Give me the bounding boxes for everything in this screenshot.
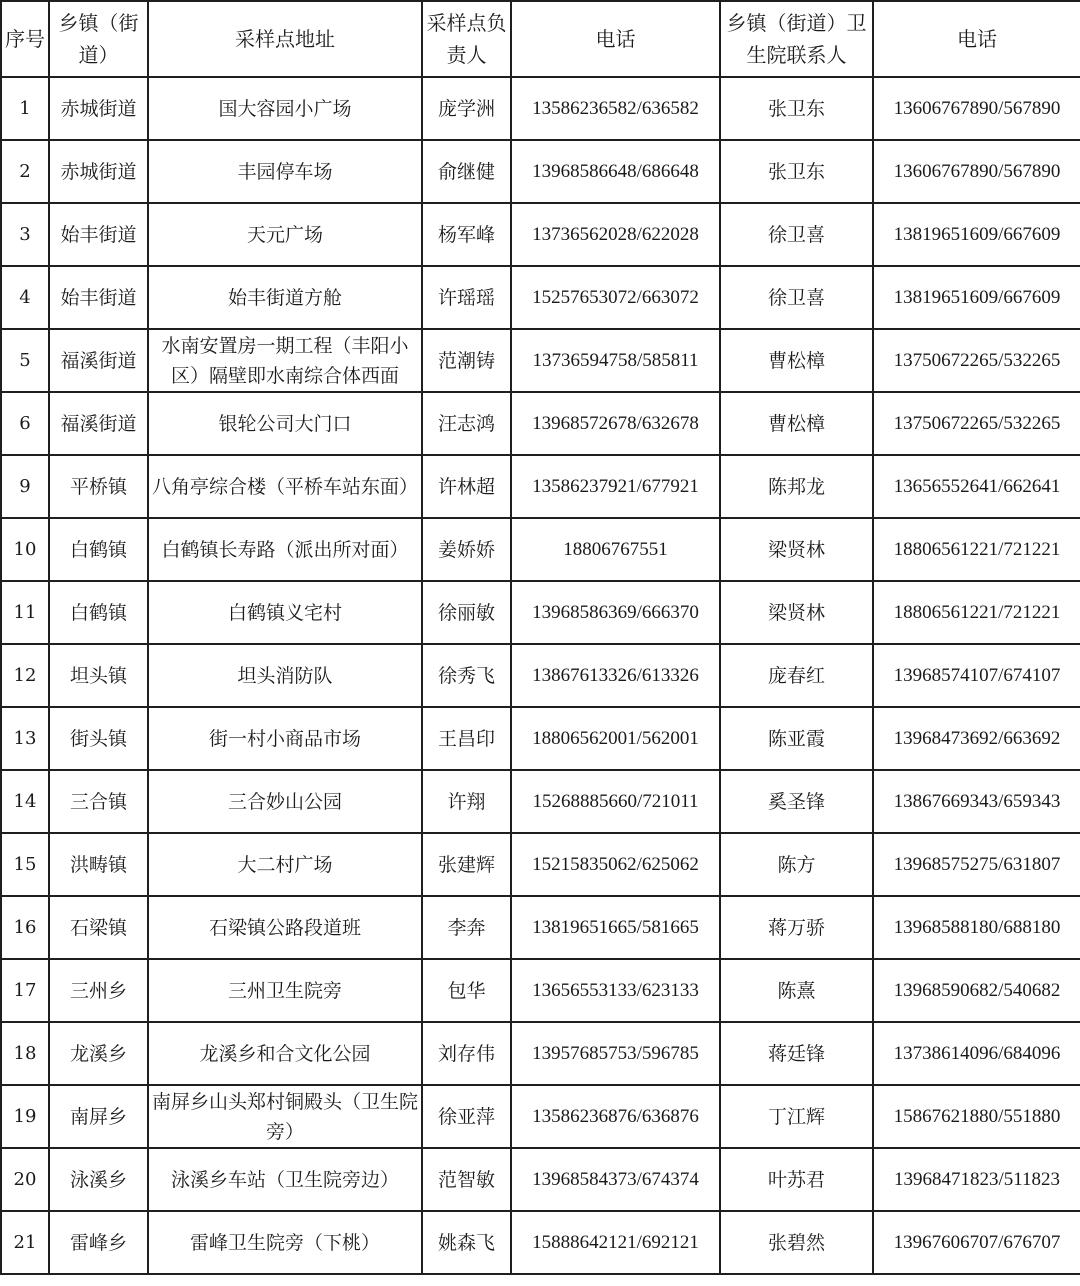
- cell-hospital-contact: 徐卫喜: [720, 203, 873, 266]
- header-site-manager: 采样点负责人: [422, 1, 511, 77]
- cell-contact-phone: 13867669343/659343: [873, 770, 1080, 833]
- cell-phone: 13968572678/632678: [511, 392, 720, 455]
- cell-address: 大二村广场: [148, 833, 422, 896]
- cell-town: 福溪街道: [49, 392, 148, 455]
- cell-contact-phone: 13606767890/567890: [873, 140, 1080, 203]
- cell-phone: 13586236582/636582: [511, 77, 720, 140]
- cell-town: 洪畴镇: [49, 833, 148, 896]
- cell-town: 始丰街道: [49, 203, 148, 266]
- cell-index: 16: [1, 896, 49, 959]
- header-hospital-contact: 乡镇（街道）卫生院联系人: [720, 1, 873, 77]
- cell-address: 泳溪乡车站（卫生院旁边）: [148, 1148, 422, 1211]
- cell-hospital-contact: 张卫东: [720, 140, 873, 203]
- cell-hospital-contact: 蒋廷锋: [720, 1022, 873, 1085]
- cell-address: 坦头消防队: [148, 644, 422, 707]
- table-row: [1, 1085, 1080, 1148]
- cell-phone: 18806562001/562001: [511, 707, 720, 770]
- cell-index: 15: [1, 833, 49, 896]
- cell-index: 1: [1, 77, 49, 140]
- cell-phone: 13736594758/585811: [511, 329, 720, 392]
- cell-address: 三州卫生院旁: [148, 959, 422, 1022]
- cell-index: 2: [1, 140, 49, 203]
- cell-hospital-contact: 蒋万骄: [720, 896, 873, 959]
- cell-index: 21: [1, 1211, 49, 1274]
- cell-town: 石梁镇: [49, 896, 148, 959]
- cell-address: 丰园停车场: [148, 140, 422, 203]
- cell-town: 赤城街道: [49, 140, 148, 203]
- header-town: 乡镇（街道）: [49, 1, 148, 77]
- table-row: [1, 203, 1080, 266]
- header-index: 序号: [1, 1, 49, 77]
- cell-phone: 13586236876/636876: [511, 1085, 720, 1148]
- cell-address: 南屏乡山头郑村铜殿头（卫生院旁）: [148, 1085, 422, 1148]
- cell-index: 9: [1, 455, 49, 518]
- cell-phone: 18806767551: [511, 518, 720, 581]
- table-row: [1, 518, 1080, 581]
- cell-address: 白鹤镇义宅村: [148, 581, 422, 644]
- cell-site-manager: 许林超: [422, 455, 511, 518]
- table-row: [1, 644, 1080, 707]
- cell-contact-phone: 13968575275/631807: [873, 833, 1080, 896]
- table-row: [1, 707, 1080, 770]
- cell-site-manager: 徐亚萍: [422, 1085, 511, 1148]
- cell-index: 20: [1, 1148, 49, 1211]
- cell-site-manager: 范潮铸: [422, 329, 511, 392]
- cell-phone: 13957685753/596785: [511, 1022, 720, 1085]
- table-row: [1, 266, 1080, 329]
- cell-site-manager: 刘存伟: [422, 1022, 511, 1085]
- cell-contact-phone: 13968574107/674107: [873, 644, 1080, 707]
- cell-phone: 13968586369/666370: [511, 581, 720, 644]
- cell-town: 赤城街道: [49, 77, 148, 140]
- cell-hospital-contact: 梁贤林: [720, 581, 873, 644]
- cell-contact-phone: 13819651609/667609: [873, 203, 1080, 266]
- cell-contact-phone: 13968588180/688180: [873, 896, 1080, 959]
- cell-contact-phone: 13738614096/684096: [873, 1022, 1080, 1085]
- cell-hospital-contact: 梁贤林: [720, 518, 873, 581]
- table-row: [1, 1211, 1080, 1274]
- cell-index: 17: [1, 959, 49, 1022]
- cell-index: 5: [1, 329, 49, 392]
- cell-contact-phone: 13606767890/567890: [873, 77, 1080, 140]
- cell-town: 三州乡: [49, 959, 148, 1022]
- cell-contact-phone: 13750672265/532265: [873, 329, 1080, 392]
- cell-index: 19: [1, 1085, 49, 1148]
- cell-hospital-contact: 陈邦龙: [720, 455, 873, 518]
- cell-index: 6: [1, 392, 49, 455]
- header-contact-phone: 电话: [873, 1, 1080, 77]
- header-address: 采样点地址: [148, 1, 422, 77]
- cell-phone: 15888642121/692121: [511, 1211, 720, 1274]
- cell-contact-phone: 13656552641/662641: [873, 455, 1080, 518]
- cell-contact-phone: 13968473692/663692: [873, 707, 1080, 770]
- cell-address: 街一村小商品市场: [148, 707, 422, 770]
- table-row: [1, 833, 1080, 896]
- cell-site-manager: 汪志鸿: [422, 392, 511, 455]
- cell-phone: 15268885660/721011: [511, 770, 720, 833]
- cell-hospital-contact: 陈亚霞: [720, 707, 873, 770]
- cell-town: 雷峰乡: [49, 1211, 148, 1274]
- cell-town: 南屏乡: [49, 1085, 148, 1148]
- cell-phone: 15257653072/663072: [511, 266, 720, 329]
- cell-hospital-contact: 陈方: [720, 833, 873, 896]
- table-body: [1, 77, 1080, 1274]
- cell-index: 12: [1, 644, 49, 707]
- table-row: [1, 1022, 1080, 1085]
- table-row: [1, 770, 1080, 833]
- cell-site-manager: 包华: [422, 959, 511, 1022]
- cell-site-manager: 许翔: [422, 770, 511, 833]
- cell-index: 4: [1, 266, 49, 329]
- cell-hospital-contact: 张碧然: [720, 1211, 873, 1274]
- cell-hospital-contact: 叶苏君: [720, 1148, 873, 1211]
- cell-phone: 13819651665/581665: [511, 896, 720, 959]
- cell-contact-phone: 13819651609/667609: [873, 266, 1080, 329]
- cell-phone: 15215835062/625062: [511, 833, 720, 896]
- cell-address: 白鹤镇长寿路（派出所对面）: [148, 518, 422, 581]
- cell-address: 八角亭综合楼（平桥车站东面）: [148, 455, 422, 518]
- cell-contact-phone: 13967606707/676707: [873, 1211, 1080, 1274]
- cell-town: 泳溪乡: [49, 1148, 148, 1211]
- cell-town: 平桥镇: [49, 455, 148, 518]
- cell-address: 石梁镇公路段道班: [148, 896, 422, 959]
- cell-town: 街头镇: [49, 707, 148, 770]
- table-row: [1, 959, 1080, 1022]
- cell-index: 10: [1, 518, 49, 581]
- cell-town: 白鹤镇: [49, 581, 148, 644]
- cell-contact-phone: 13750672265/532265: [873, 392, 1080, 455]
- cell-address: 龙溪乡和合文化公园: [148, 1022, 422, 1085]
- cell-address: 银轮公司大门口: [148, 392, 422, 455]
- cell-hospital-contact: 曹松樟: [720, 329, 873, 392]
- cell-address: 水南安置房一期工程（丰阳小区）隔壁即水南综合体西面: [148, 329, 422, 392]
- cell-town: 坦头镇: [49, 644, 148, 707]
- header-phone: 电话: [511, 1, 720, 77]
- cell-site-manager: 范智敏: [422, 1148, 511, 1211]
- cell-town: 始丰街道: [49, 266, 148, 329]
- header-row: [1, 1, 1080, 77]
- table-row: [1, 581, 1080, 644]
- cell-address: 国大容园小广场: [148, 77, 422, 140]
- cell-index: 18: [1, 1022, 49, 1085]
- cell-hospital-contact: 张卫东: [720, 77, 873, 140]
- cell-hospital-contact: 陈熹: [720, 959, 873, 1022]
- cell-town: 三合镇: [49, 770, 148, 833]
- cell-address: 始丰街道方舱: [148, 266, 422, 329]
- cell-site-manager: 姜娇娇: [422, 518, 511, 581]
- cell-index: 11: [1, 581, 49, 644]
- cell-phone: 13586237921/677921: [511, 455, 720, 518]
- table-row: [1, 1148, 1080, 1211]
- cell-contact-phone: 15867621880/551880: [873, 1085, 1080, 1148]
- cell-site-manager: 俞继健: [422, 140, 511, 203]
- cell-site-manager: 李奔: [422, 896, 511, 959]
- cell-phone: 13736562028/622028: [511, 203, 720, 266]
- cell-site-manager: 姚森飞: [422, 1211, 511, 1274]
- cell-hospital-contact: 曹松樟: [720, 392, 873, 455]
- cell-index: 14: [1, 770, 49, 833]
- cell-index: 13: [1, 707, 49, 770]
- cell-contact-phone: 13968471823/511823: [873, 1148, 1080, 1211]
- cell-site-manager: 徐秀飞: [422, 644, 511, 707]
- table-row: [1, 896, 1080, 959]
- cell-phone: 13867613326/613326: [511, 644, 720, 707]
- cell-site-manager: 张建辉: [422, 833, 511, 896]
- cell-hospital-contact: 丁江辉: [720, 1085, 873, 1148]
- cell-address: 三合妙山公园: [148, 770, 422, 833]
- cell-site-manager: 许瑶瑶: [422, 266, 511, 329]
- table-row: [1, 77, 1080, 140]
- cell-site-manager: 庞学洲: [422, 77, 511, 140]
- cell-contact-phone: 18806561221/721221: [873, 581, 1080, 644]
- cell-town: 龙溪乡: [49, 1022, 148, 1085]
- cell-address: 天元广场: [148, 203, 422, 266]
- table-row: [1, 140, 1080, 203]
- table-row: [1, 329, 1080, 392]
- cell-phone: 13968586648/686648: [511, 140, 720, 203]
- cell-town: 福溪街道: [49, 329, 148, 392]
- table-row: [1, 455, 1080, 518]
- cell-site-manager: 杨军峰: [422, 203, 511, 266]
- cell-index: 3: [1, 203, 49, 266]
- table-row: [1, 392, 1080, 455]
- cell-hospital-contact: 徐卫喜: [720, 266, 873, 329]
- cell-site-manager: 徐丽敏: [422, 581, 511, 644]
- cell-contact-phone: 13968590682/540682: [873, 959, 1080, 1022]
- cell-town: 白鹤镇: [49, 518, 148, 581]
- cell-site-manager: 王昌印: [422, 707, 511, 770]
- cell-contact-phone: 18806561221/721221: [873, 518, 1080, 581]
- cell-phone: 13968584373/674374: [511, 1148, 720, 1211]
- cell-hospital-contact: 奚圣锋: [720, 770, 873, 833]
- cell-hospital-contact: 庞春红: [720, 644, 873, 707]
- cell-phone: 13656553133/623133: [511, 959, 720, 1022]
- cell-address: 雷峰卫生院旁（下桃）: [148, 1211, 422, 1274]
